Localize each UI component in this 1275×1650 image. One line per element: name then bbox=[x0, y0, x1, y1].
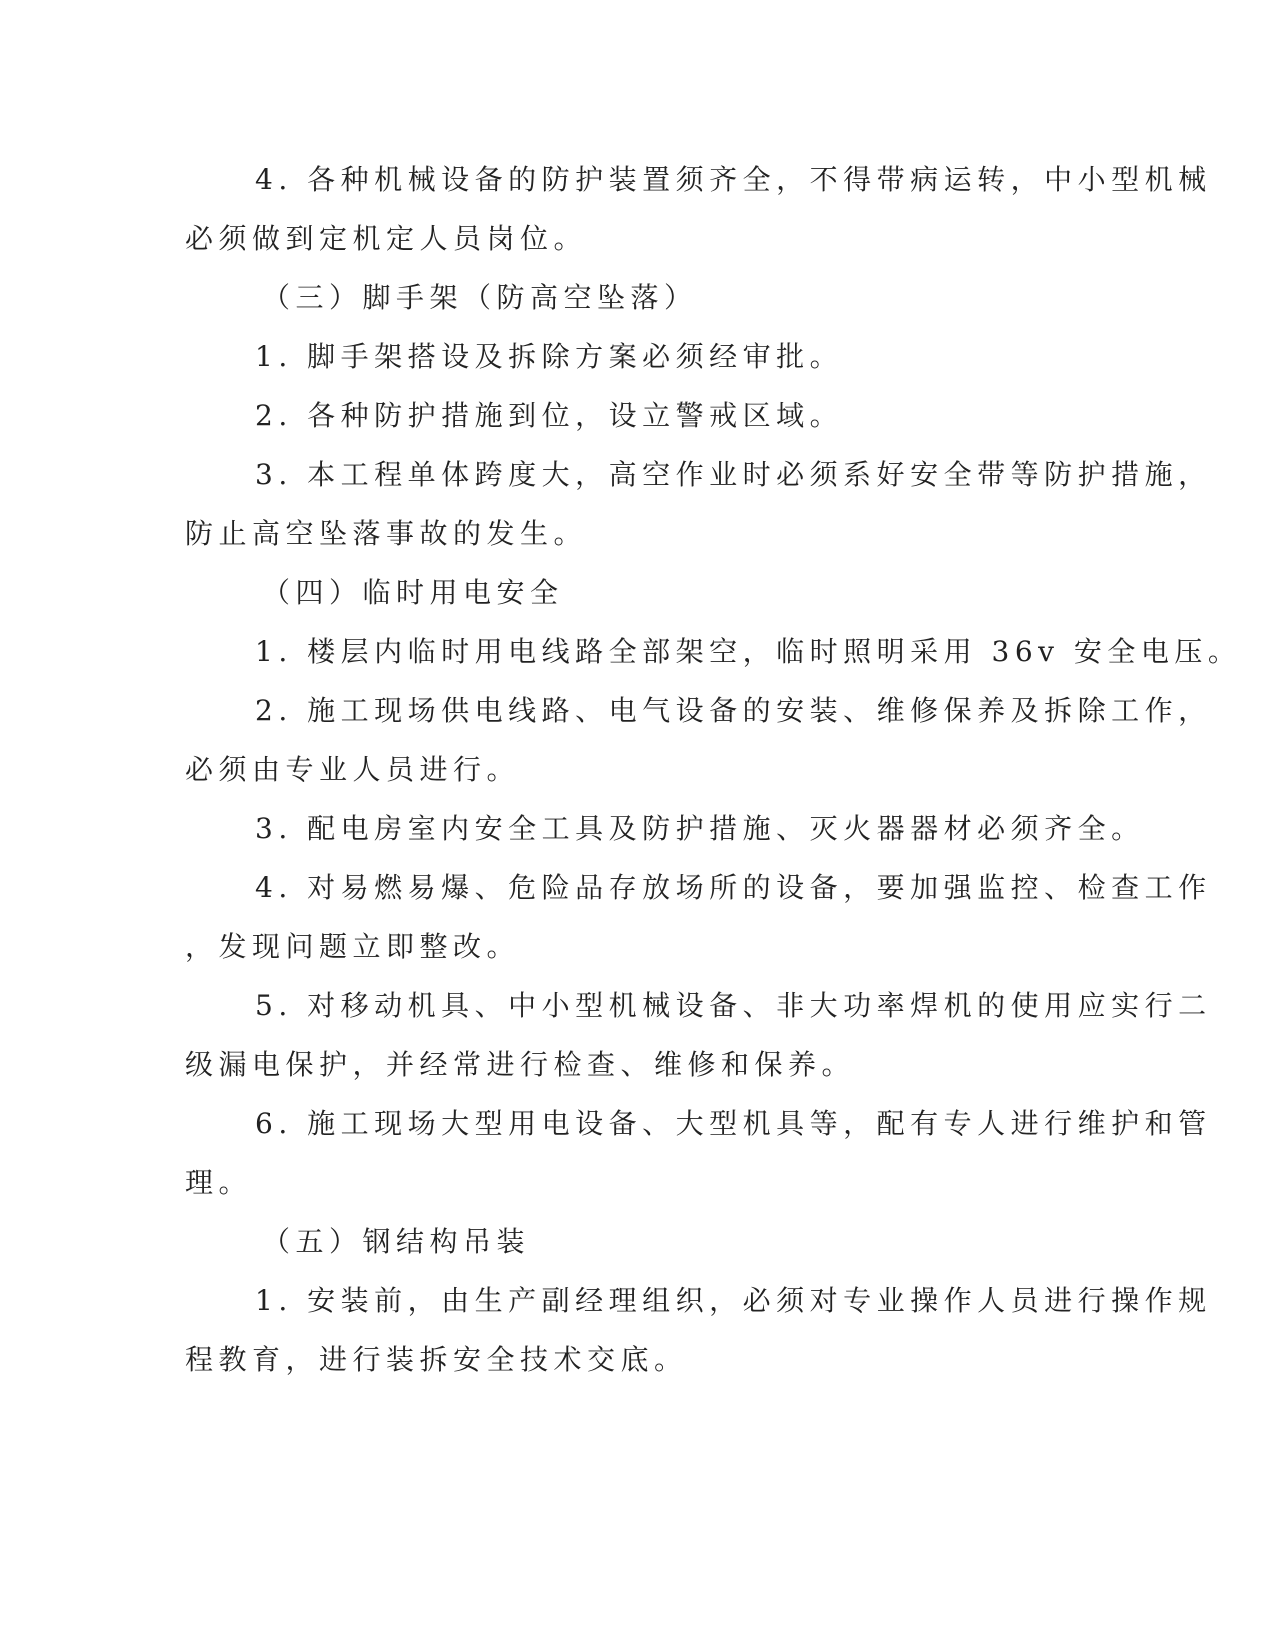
paragraph-line: 程教育，进行装拆安全技术交底。 bbox=[185, 1343, 688, 1376]
paragraph-line: 理。 bbox=[185, 1166, 253, 1199]
paragraph-line: 1. 楼层内临时用电线路全部架空，临时照明采用 36v 安全电压。 bbox=[255, 635, 1242, 668]
paragraph-line: 防止高空坠落事故的发生。 bbox=[185, 517, 588, 550]
paragraph-line: 1. 脚手架搭设及拆除方案必须经审批。 bbox=[255, 340, 844, 373]
section-heading: （四）临时用电安全 bbox=[262, 576, 564, 609]
paragraph-line: 5. 对移动机具、中小型机械设备、非大功率焊机的使用应实行二 bbox=[255, 989, 1212, 1022]
paragraph-line: 3. 本工程单体跨度大，高空作业时必须系好安全带等防护措施， bbox=[255, 458, 1212, 491]
paragraph-line: 6. 施工现场大型用电设备、大型机具等，配有专人进行维护和管 bbox=[255, 1107, 1212, 1140]
paragraph-line: 必须由专业人员进行。 bbox=[185, 753, 521, 786]
paragraph-line: 3. 配电房室内安全工具及防护措施、灭火器器材必须齐全。 bbox=[255, 812, 1145, 845]
paragraph-line: 2. 施工现场供电线路、电气设备的安装、维修保养及拆除工作， bbox=[255, 694, 1212, 727]
paragraph-line: 级漏电保护，并经常进行检查、维修和保养。 bbox=[185, 1048, 856, 1081]
paragraph-line: 4. 对易燃易爆、危险品存放场所的设备，要加强监控、检查工作 bbox=[255, 871, 1212, 904]
paragraph-line: ，发现问题立即整改。 bbox=[185, 930, 521, 963]
paragraph-line: 1. 安装前，由生产副经理组织，必须对专业操作人员进行操作规 bbox=[255, 1284, 1212, 1317]
paragraph-line: 2. 各种防护措施到位，设立警戒区域。 bbox=[255, 399, 844, 432]
paragraph-line: 4. 各种机械设备的防护装置须齐全，不得带病运转，中小型机械 bbox=[255, 163, 1212, 196]
section-heading: （五）钢结构吊装 bbox=[262, 1225, 531, 1258]
paragraph-line: 必须做到定机定人员岗位。 bbox=[185, 222, 588, 255]
section-heading: （三）脚手架（防高空坠落） bbox=[262, 281, 698, 314]
